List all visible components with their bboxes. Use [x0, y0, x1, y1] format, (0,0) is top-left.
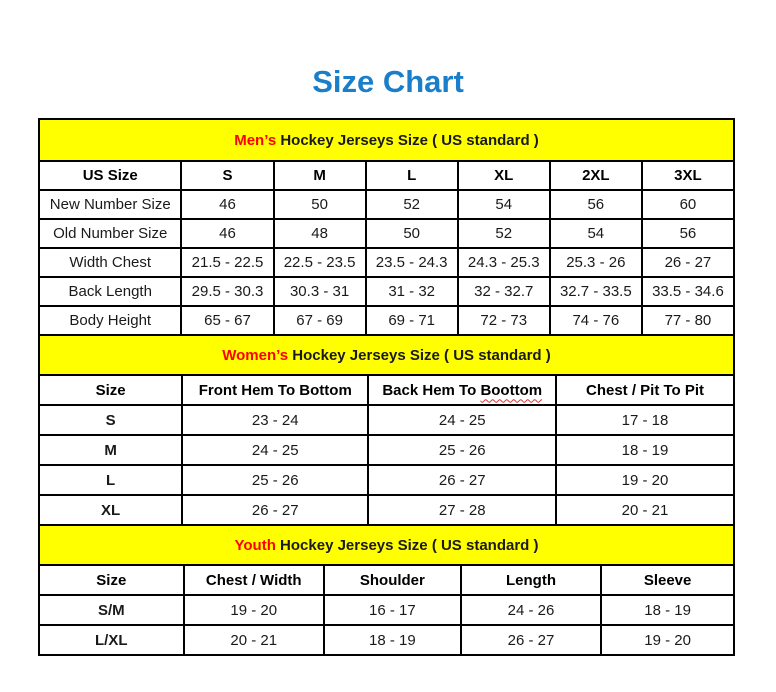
table-row	[39, 219, 734, 248]
row-label: S/M	[39, 595, 184, 625]
cell: 16 - 17	[324, 595, 461, 625]
mens-col-s: S	[181, 161, 273, 190]
table-row	[39, 495, 734, 525]
cell: 24.3 - 25.3	[458, 248, 550, 277]
row-label: M	[39, 435, 182, 465]
row-label: Old Number Size	[39, 219, 181, 248]
cell: 22.5 - 23.5	[274, 248, 366, 277]
cell: 17 - 18	[556, 405, 734, 435]
mens-size-table	[38, 118, 735, 336]
mens-heading-highlight: Men’s	[234, 131, 277, 149]
row-label: L	[39, 465, 182, 495]
cell: 30.3 - 31	[274, 277, 366, 306]
youth-section-header-row	[39, 525, 734, 565]
womens-section-header	[39, 335, 734, 375]
mens-col-xl: XL	[458, 161, 550, 190]
cell: 31 - 32	[366, 277, 458, 306]
cell: 56	[550, 190, 642, 219]
cell: 56	[642, 219, 734, 248]
mens-col-us-size: US Size	[39, 161, 181, 190]
cell: 69 - 71	[366, 306, 458, 335]
cell: 26 - 27	[461, 625, 601, 655]
mens-column-header-row	[39, 161, 734, 190]
womens-heading-highlight: Women’s	[222, 346, 289, 364]
row-label: Back Length	[39, 277, 181, 306]
table-row	[39, 405, 734, 435]
womens-col-back-hem	[368, 375, 556, 405]
cell: 32.7 - 33.5	[550, 277, 642, 306]
back-hem-label-prefix: Back Hem To	[382, 381, 481, 399]
cell: 23 - 24	[182, 405, 368, 435]
cell: 52	[458, 219, 550, 248]
cell: 24 - 25	[368, 405, 556, 435]
cell: 67 - 69	[274, 306, 366, 335]
cell: 25 - 26	[182, 465, 368, 495]
youth-col-chest-width: Chest / Width	[184, 565, 324, 595]
youth-section-header	[39, 525, 734, 565]
row-label: S	[39, 405, 182, 435]
youth-col-size: Size	[39, 565, 184, 595]
womens-section-header-row	[39, 335, 734, 375]
table-row	[39, 625, 734, 655]
cell: 23.5 - 24.3	[366, 248, 458, 277]
size-chart-container	[38, 118, 735, 656]
cell: 77 - 80	[642, 306, 734, 335]
cell: 25 - 26	[368, 435, 556, 465]
youth-heading-highlight: Youth	[234, 536, 276, 554]
cell: 50	[274, 190, 366, 219]
cell: 26 - 27	[182, 495, 368, 525]
womens-column-header-row	[39, 375, 734, 405]
youth-col-length: Length	[461, 565, 601, 595]
mens-section-header	[39, 119, 734, 161]
mens-heading-rest: Hockey Jerseys Size ( US standard )	[276, 131, 539, 149]
table-row	[39, 248, 734, 277]
cell: 18 - 19	[601, 595, 734, 625]
cell: 32 - 32.7	[458, 277, 550, 306]
cell: 20 - 21	[556, 495, 734, 525]
youth-heading-rest: Hockey Jerseys Size ( US standard )	[275, 536, 539, 554]
youth-col-shoulder: Shoulder	[324, 565, 461, 595]
mens-col-2xl: 2XL	[550, 161, 642, 190]
cell: 33.5 - 34.6	[642, 277, 734, 306]
womens-heading-rest: Hockey Jerseys Size ( US standard )	[288, 346, 551, 364]
cell: 54	[458, 190, 550, 219]
back-hem-misspelled-word: Boottom	[480, 381, 543, 399]
page-title: Size Chart	[312, 64, 464, 99]
youth-col-sleeve: Sleeve	[601, 565, 734, 595]
table-row	[39, 190, 734, 219]
cell: 72 - 73	[458, 306, 550, 335]
cell: 26 - 27	[642, 248, 734, 277]
row-label: XL	[39, 495, 182, 525]
cell: 65 - 67	[181, 306, 273, 335]
womens-col-chest: Chest / Pit To Pit	[556, 375, 734, 405]
row-label: L/XL	[39, 625, 184, 655]
cell: 29.5 - 30.3	[181, 277, 273, 306]
cell: 46	[181, 190, 273, 219]
cell: 60	[642, 190, 734, 219]
cell: 19 - 20	[556, 465, 734, 495]
youth-column-header-row	[39, 565, 734, 595]
cell: 26 - 27	[368, 465, 556, 495]
row-label: New Number Size	[39, 190, 181, 219]
cell: 50	[366, 219, 458, 248]
cell: 18 - 19	[556, 435, 734, 465]
cell: 74 - 76	[550, 306, 642, 335]
row-label: Width Chest	[39, 248, 181, 277]
table-row	[39, 465, 734, 495]
cell: 24 - 25	[182, 435, 368, 465]
cell: 18 - 19	[324, 625, 461, 655]
womens-size-table	[38, 334, 735, 526]
cell: 24 - 26	[461, 595, 601, 625]
cell: 52	[366, 190, 458, 219]
cell: 20 - 21	[184, 625, 324, 655]
cell: 48	[274, 219, 366, 248]
row-label: Body Height	[39, 306, 181, 335]
mens-col-m: M	[274, 161, 366, 190]
womens-col-size: Size	[39, 375, 182, 405]
cell: 25.3 - 26	[550, 248, 642, 277]
cell: 19 - 20	[184, 595, 324, 625]
mens-col-3xl: 3XL	[642, 161, 734, 190]
cell: 21.5 - 22.5	[181, 248, 273, 277]
mens-col-l: L	[366, 161, 458, 190]
cell: 46	[181, 219, 273, 248]
cell: 27 - 28	[368, 495, 556, 525]
youth-size-table	[38, 524, 735, 656]
table-row	[39, 435, 734, 465]
table-row	[39, 306, 734, 335]
cell: 54	[550, 219, 642, 248]
mens-section-header-row	[39, 119, 734, 161]
table-row	[39, 277, 734, 306]
table-row	[39, 595, 734, 625]
womens-col-front-hem: Front Hem To Bottom	[182, 375, 368, 405]
cell: 19 - 20	[601, 625, 734, 655]
